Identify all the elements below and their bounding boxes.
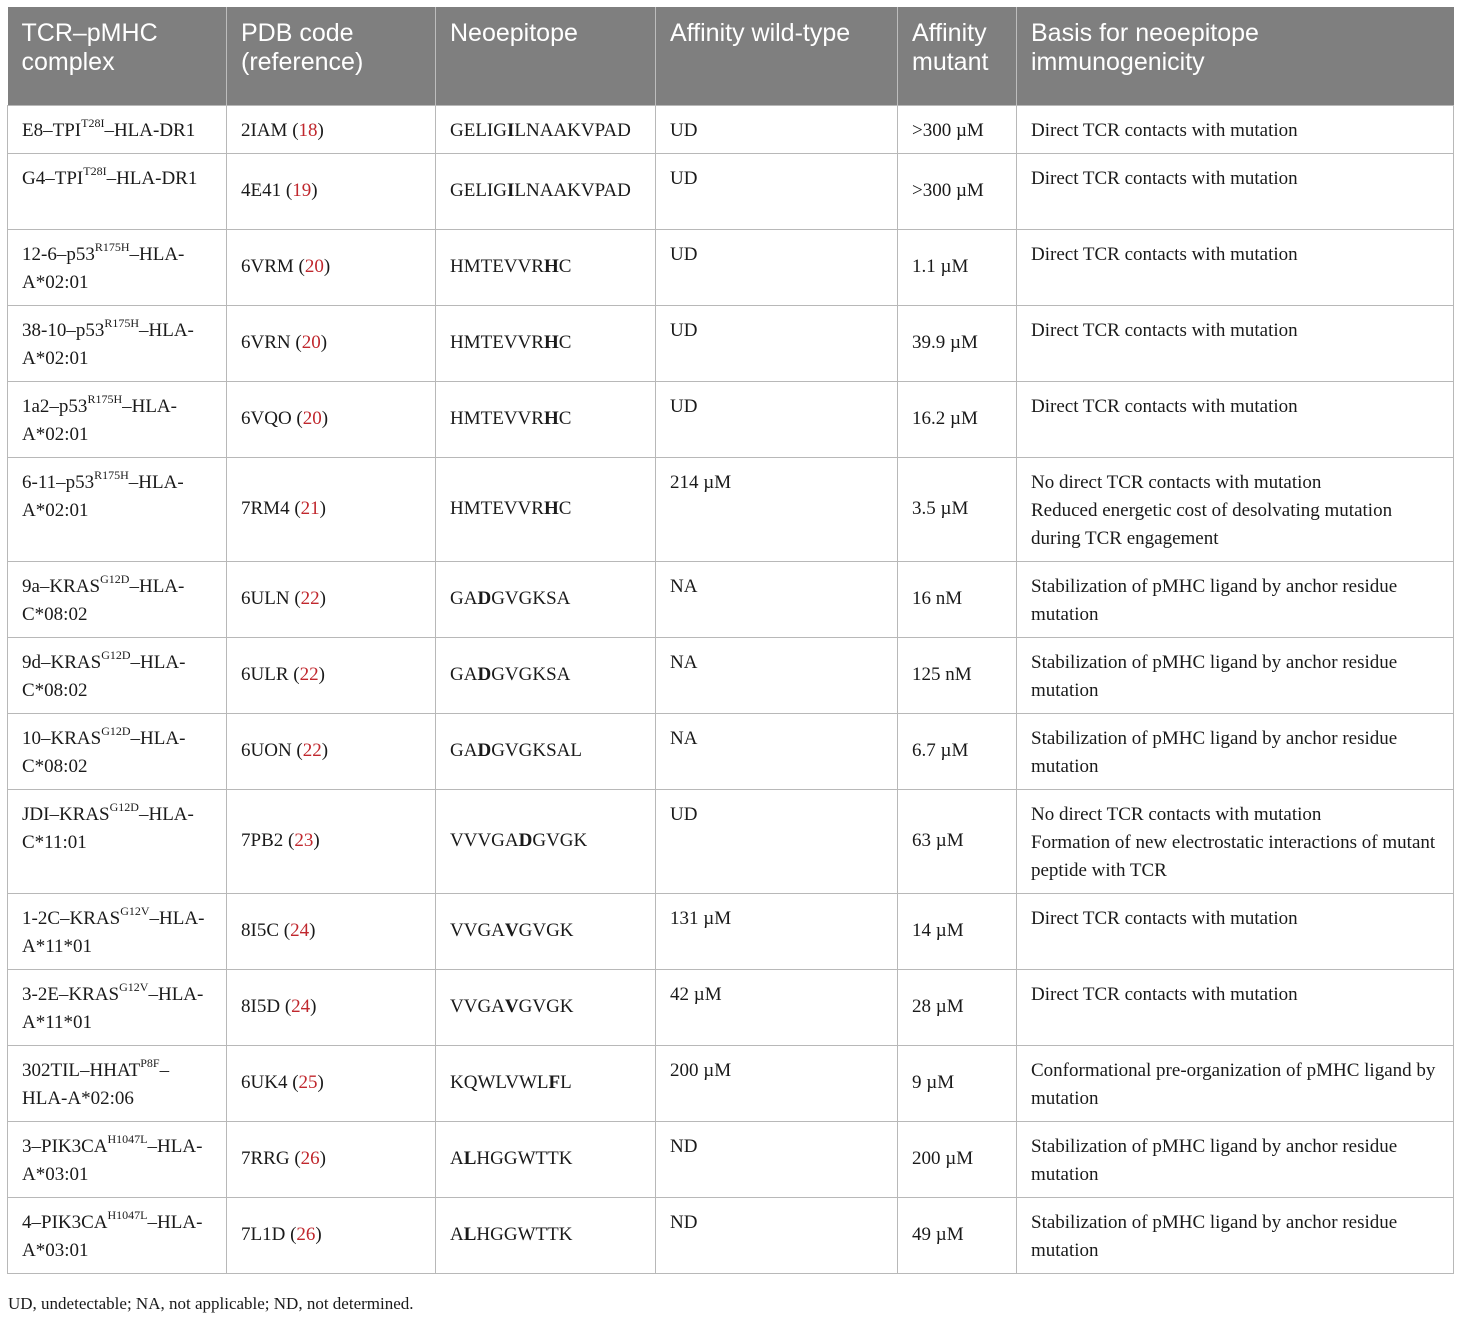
cell-neoepitope <box>436 105 656 153</box>
cell-affinity-wt: ND <box>656 1197 898 1273</box>
cell-basis <box>1017 153 1454 229</box>
mutation-superscript: G12D <box>100 572 130 587</box>
complex-suffix: –HLA-C*08:02 <box>22 575 185 625</box>
mutation-superscript: R175H <box>94 240 130 255</box>
table-row <box>8 305 1454 381</box>
peptide-prefix: GA <box>450 664 478 685</box>
mutated-residue: D <box>477 588 492 609</box>
cell-pdb: 7RM4 (21) <box>227 457 436 561</box>
pdb-code: 7L1D <box>241 1224 286 1245</box>
cell-complex <box>8 561 227 637</box>
mutation-superscript: H1047L <box>107 1132 148 1147</box>
cell-affinity-mut: 3.5 µM <box>898 457 1017 561</box>
pdb-code: 6UK4 <box>241 1072 288 1093</box>
cell-affinity-mut: 1.1 µM <box>898 229 1017 305</box>
reference-link[interactable]: 23 <box>294 830 314 851</box>
mutation-superscript: R175H <box>87 392 123 407</box>
cell-basis <box>1017 1045 1454 1121</box>
complex-prefix: 10–KRAS <box>22 727 102 749</box>
mutated-residue: D <box>518 830 533 851</box>
mutation-superscript: G12V <box>120 904 150 919</box>
mutated-residue: L <box>463 1224 477 1245</box>
table-row <box>8 381 1454 457</box>
reference-link[interactable]: 22 <box>302 740 322 761</box>
basis-line-1: Stabilization of pMHC ligand by anchor residue mutation <box>1031 651 1398 701</box>
complex-prefix: 6-11–p53 <box>22 471 95 493</box>
cell-affinity-wt: ND <box>656 1121 898 1197</box>
cell-affinity-wt: UD <box>656 153 898 229</box>
mutated-residue: H <box>543 332 559 353</box>
cell-basis <box>1017 229 1454 305</box>
complex-prefix: 4–PIK3CA <box>22 1211 108 1233</box>
peptide-suffix: GVGK <box>532 830 588 851</box>
peptide-prefix: VVVGA <box>450 830 519 851</box>
complex-suffix: –HLA-A*02:01 <box>22 243 185 293</box>
reference-link[interactable]: 20 <box>304 256 324 277</box>
peptide-prefix: A <box>450 1224 464 1245</box>
cell-affinity-wt: NA <box>656 561 898 637</box>
cell-neoepitope <box>436 1197 656 1273</box>
mutation-superscript: G12D <box>101 648 131 663</box>
cell-basis <box>1017 105 1454 153</box>
basis-line-1: Conformational pre-organization of pMHC ligand by mutation <box>1031 1059 1436 1109</box>
cell-pdb: 6UON (22) <box>227 713 436 789</box>
peptide-suffix: GVGK <box>518 996 574 1017</box>
basis-line-1: Stabilization of pMHC ligand by anchor residue mutation <box>1031 727 1398 777</box>
header-basis: Basis for neoepitope immunogenicity <box>1017 7 1454 105</box>
peptide-suffix: C <box>558 332 572 353</box>
pdb-code: 6ULR <box>241 664 289 685</box>
cell-pdb: 7L1D (26) <box>227 1197 436 1273</box>
table-row <box>8 893 1454 969</box>
complex-prefix: 302TIL–HHAT <box>22 1059 141 1081</box>
header-complex: TCR–pMHC complex <box>8 7 227 105</box>
cell-complex <box>8 893 227 969</box>
cell-complex <box>8 637 227 713</box>
cell-basis <box>1017 789 1454 893</box>
complex-prefix: 12-6–p53 <box>22 243 95 265</box>
cell-pdb: 6UK4 (25) <box>227 1045 436 1121</box>
mutation-superscript: P8F <box>140 1056 160 1071</box>
cell-complex <box>8 713 227 789</box>
cell-affinity-mut: 16.2 µM <box>898 381 1017 457</box>
cell-affinity-wt: UD <box>656 105 898 153</box>
table-row <box>8 789 1454 893</box>
cell-affinity-mut: 14 µM <box>898 893 1017 969</box>
table-footnote: UD, undetectable; NA, not applicable; ND, not determined. <box>8 1294 414 1313</box>
complex-prefix: 3–PIK3CA <box>22 1135 108 1157</box>
header-affinity-wt: Affinity wild-type <box>656 7 898 105</box>
table-row <box>8 637 1454 713</box>
basis-line-1: Stabilization of pMHC ligand by anchor residue mutation <box>1031 1135 1398 1185</box>
cell-affinity-wt: 131 µM <box>656 893 898 969</box>
complex-suffix: –HLA-A*02:01 <box>22 395 177 445</box>
table-row <box>8 153 1454 229</box>
cell-affinity-mut: 16 nM <box>898 561 1017 637</box>
cell-neoepitope <box>436 713 656 789</box>
mutation-superscript: T28I <box>81 116 105 131</box>
cell-basis <box>1017 713 1454 789</box>
mutated-residue: L <box>463 1148 477 1169</box>
cell-neoepitope <box>436 1121 656 1197</box>
cell-neoepitope <box>436 893 656 969</box>
peptide-suffix: L <box>560 1072 572 1093</box>
complex-suffix: –HLA-A*02:01 <box>22 471 184 521</box>
peptide-prefix: HMTEVVR <box>450 408 544 429</box>
peptide-suffix: LNAAKVPAD <box>514 119 631 141</box>
pdb-code: 6VRN <box>241 332 291 353</box>
reference-link[interactable]: 21 <box>300 498 320 519</box>
complex-suffix: –HLA-A*03:01 <box>22 1211 203 1261</box>
reference-link[interactable]: 20 <box>302 408 322 429</box>
cell-pdb: 6VRN (20) <box>227 305 436 381</box>
cell-affinity-mut: >300 µM <box>898 105 1017 153</box>
cell-affinity-wt: UD <box>656 229 898 305</box>
reference-link[interactable]: 24 <box>290 920 310 941</box>
table-row <box>8 561 1454 637</box>
cell-neoepitope <box>436 969 656 1045</box>
cell-affinity-mut: 200 µM <box>898 1121 1017 1197</box>
cell-complex <box>8 457 227 561</box>
mutated-residue: V <box>504 920 519 941</box>
peptide-prefix: VVGA <box>450 996 505 1017</box>
reference-link[interactable]: 22 <box>300 588 320 609</box>
mutated-residue: F <box>548 1072 561 1093</box>
header-pdb: PDB code (reference) <box>227 7 436 105</box>
reference-link[interactable]: 26 <box>300 1148 320 1169</box>
mutated-residue: H <box>543 256 559 277</box>
peptide-prefix: GELIG <box>450 180 507 201</box>
cell-neoepitope <box>436 561 656 637</box>
cell-affinity-wt: 200 µM <box>656 1045 898 1121</box>
cell-complex <box>8 789 227 893</box>
reference-link[interactable]: 19 <box>292 180 312 201</box>
cell-neoepitope <box>436 457 656 561</box>
cell-basis <box>1017 1197 1454 1273</box>
cell-neoepitope <box>436 381 656 457</box>
peptide-prefix: GA <box>450 740 478 761</box>
pdb-code: 6ULN <box>241 588 290 609</box>
cell-affinity-mut: 9 µM <box>898 1045 1017 1121</box>
peptide-prefix: HMTEVVR <box>450 256 544 277</box>
reference-link[interactable]: 18 <box>298 119 318 141</box>
cell-neoepitope <box>436 153 656 229</box>
reference-link[interactable]: 22 <box>299 664 319 685</box>
cell-basis <box>1017 637 1454 713</box>
cell-pdb: 7PB2 (23) <box>227 789 436 893</box>
pdb-code: 6VRM <box>241 256 294 277</box>
complex-prefix: 38-10–p53 <box>22 319 105 341</box>
peptide-prefix: GELIG <box>450 119 507 141</box>
pdb-code: 6UON <box>241 740 292 761</box>
pdb-code: 8I5C <box>241 920 279 941</box>
cell-basis <box>1017 561 1454 637</box>
peptide-suffix: LNAAKVPAD <box>514 180 631 201</box>
basis-line-2: Reduced energetic cost of desolvating mutation during TCR engagement <box>1031 499 1393 549</box>
table-row <box>8 105 1454 153</box>
cell-pdb: 7RRG (26) <box>227 1121 436 1197</box>
cell-affinity-wt: UD <box>656 789 898 893</box>
cell-affinity-mut: 39.9 µM <box>898 305 1017 381</box>
cell-complex <box>8 229 227 305</box>
reference-link[interactable]: 24 <box>291 996 311 1017</box>
basis-line-1: Direct TCR contacts with mutation <box>1031 319 1298 341</box>
mutated-residue: I <box>506 180 515 201</box>
basis-line-1: Direct TCR contacts with mutation <box>1031 119 1298 141</box>
peptide-suffix: C <box>558 408 572 429</box>
cell-complex <box>8 153 227 229</box>
basis-line-2: Formation of new electrostatic interactions of mutant peptide with TCR <box>1031 831 1436 881</box>
pdb-code: 7PB2 <box>241 830 284 851</box>
mutated-residue: I <box>506 119 515 141</box>
cell-pdb: 6ULN (22) <box>227 561 436 637</box>
basis-line-1: Direct TCR contacts with mutation <box>1031 243 1298 265</box>
cell-pdb: 4E41 (19) <box>227 153 436 229</box>
complex-prefix: 9a–KRAS <box>22 575 101 597</box>
basis-line-1: Direct TCR contacts with mutation <box>1031 395 1298 417</box>
reference-link[interactable]: 26 <box>296 1224 316 1245</box>
peptide-suffix: GVGKSAL <box>491 740 582 761</box>
cell-neoepitope <box>436 789 656 893</box>
mutation-superscript: G12D <box>101 724 131 739</box>
cell-basis <box>1017 305 1454 381</box>
complex-suffix: –HLA-C*08:02 <box>22 651 186 701</box>
cell-affinity-wt: 42 µM <box>656 969 898 1045</box>
cell-pdb: 6VQO (20) <box>227 381 436 457</box>
basis-line-1: No direct TCR contacts with mutation <box>1031 471 1322 493</box>
cell-affinity-mut: >300 µM <box>898 153 1017 229</box>
complex-suffix: –HLA-A*02:06 <box>22 1059 170 1109</box>
table-row <box>8 457 1454 561</box>
peptide-prefix: HMTEVVR <box>450 332 544 353</box>
cell-affinity-wt: UD <box>656 381 898 457</box>
mutated-residue: H <box>543 408 559 429</box>
header-row <box>8 7 1454 105</box>
cell-neoepitope <box>436 305 656 381</box>
basis-line-1: Stabilization of pMHC ligand by anchor residue mutation <box>1031 575 1398 625</box>
cell-basis <box>1017 969 1454 1045</box>
complex-suffix: –HLA-A*03:01 <box>22 1135 203 1185</box>
cell-affinity-mut: 6.7 µM <box>898 713 1017 789</box>
cell-basis <box>1017 1121 1454 1197</box>
table-row <box>8 969 1454 1045</box>
cell-basis <box>1017 457 1454 561</box>
cell-complex <box>8 1121 227 1197</box>
peptide-suffix: C <box>558 256 572 277</box>
table-row <box>8 1045 1454 1121</box>
cell-affinity-wt: 214 µM <box>656 457 898 561</box>
complex-suffix: –HLA-C*08:02 <box>22 727 186 777</box>
header-neoepitope: Neoepitope <box>436 7 656 105</box>
pdb-code: 6VQO <box>241 408 292 429</box>
peptide-prefix: VVGA <box>450 920 505 941</box>
cell-complex <box>8 381 227 457</box>
cell-basis <box>1017 893 1454 969</box>
complex-prefix: JDI–KRAS <box>22 803 110 825</box>
mutated-residue: V <box>504 996 519 1017</box>
table-row <box>8 1197 1454 1273</box>
basis-line-1: Direct TCR contacts with mutation <box>1031 983 1298 1005</box>
complex-suffix: –HLA-A*11*01 <box>22 907 205 957</box>
mutation-superscript: H1047L <box>107 1208 148 1223</box>
pdb-code: 7RM4 <box>241 498 290 519</box>
table-row <box>8 229 1454 305</box>
cell-affinity-mut: 28 µM <box>898 969 1017 1045</box>
pdb-code: 8I5D <box>241 996 281 1017</box>
complex-prefix: 1a2–p53 <box>22 395 88 417</box>
mutation-superscript: G12D <box>109 800 139 815</box>
peptide-prefix: HMTEVVR <box>450 498 544 519</box>
pdb-code: 2IAM <box>241 119 288 141</box>
cell-complex <box>8 105 227 153</box>
peptide-prefix: A <box>450 1148 464 1169</box>
pdb-code: 4E41 <box>241 180 282 201</box>
peptide-prefix: GA <box>450 588 478 609</box>
cell-affinity-mut: 63 µM <box>898 789 1017 893</box>
data-table <box>7 7 1454 1274</box>
cell-affinity-mut: 125 nM <box>898 637 1017 713</box>
peptide-prefix: KQWLVWL <box>450 1072 549 1093</box>
peptide-suffix: GVGK <box>518 920 574 941</box>
cell-affinity-wt: NA <box>656 713 898 789</box>
cell-pdb: 2IAM (18) <box>227 105 436 153</box>
cell-pdb: 6ULR (22) <box>227 637 436 713</box>
cell-pdb: 8I5D (24) <box>227 969 436 1045</box>
peptide-suffix: GVGKSA <box>491 588 571 609</box>
mutated-residue: H <box>543 498 559 519</box>
header-affinity-mut: Affinity mutant <box>898 7 1017 105</box>
mutated-residue: D <box>477 740 492 761</box>
complex-suffix: –HLA-DR1 <box>106 167 198 189</box>
mutation-superscript: R175H <box>94 468 129 483</box>
complex-prefix: 1-2C–KRAS <box>22 907 121 929</box>
cell-complex <box>8 305 227 381</box>
cell-complex <box>8 1197 227 1273</box>
table-row <box>8 1121 1454 1197</box>
complex-suffix: –HLA-DR1 <box>104 119 196 141</box>
pdb-code: 7RRG <box>241 1148 290 1169</box>
complex-suffix: –HLA-A*11*01 <box>22 983 204 1033</box>
complex-prefix: E8–TPI <box>22 119 82 141</box>
mutated-residue: D <box>477 664 492 685</box>
cell-neoepitope <box>436 1045 656 1121</box>
complex-prefix: 9d–KRAS <box>22 651 102 673</box>
complex-suffix: –HLA-A*02:01 <box>22 319 194 369</box>
cell-neoepitope <box>436 229 656 305</box>
cell-pdb: 6VRM (20) <box>227 229 436 305</box>
basis-line-1: Stabilization of pMHC ligand by anchor residue mutation <box>1031 1211 1398 1261</box>
peptide-suffix: GVGKSA <box>491 664 571 685</box>
peptide-suffix: HGGWTTK <box>476 1148 573 1169</box>
mutation-superscript: G12V <box>119 980 149 995</box>
reference-link[interactable]: 20 <box>301 332 321 353</box>
mutation-superscript: R175H <box>104 316 139 331</box>
cell-affinity-wt: UD <box>656 305 898 381</box>
cell-pdb: 8I5C (24) <box>227 893 436 969</box>
reference-link[interactable]: 25 <box>298 1072 318 1093</box>
peptide-suffix: C <box>558 498 572 519</box>
table-row <box>8 713 1454 789</box>
cell-basis <box>1017 381 1454 457</box>
basis-line-1: Direct TCR contacts with mutation <box>1031 907 1298 929</box>
basis-line-1: Direct TCR contacts with mutation <box>1031 167 1298 189</box>
cell-affinity-mut: 49 µM <box>898 1197 1017 1273</box>
cell-neoepitope <box>436 637 656 713</box>
complex-prefix: 3-2E–KRAS <box>22 983 120 1005</box>
complex-suffix: –HLA-C*11:01 <box>22 803 194 853</box>
complex-prefix: G4–TPI <box>22 167 84 189</box>
basis-line-1: No direct TCR contacts with mutation <box>1031 803 1322 825</box>
cell-complex <box>8 1045 227 1121</box>
cell-affinity-wt: NA <box>656 637 898 713</box>
cell-complex <box>8 969 227 1045</box>
mutation-superscript: T28I <box>83 164 107 179</box>
peptide-suffix: HGGWTTK <box>476 1224 573 1245</box>
